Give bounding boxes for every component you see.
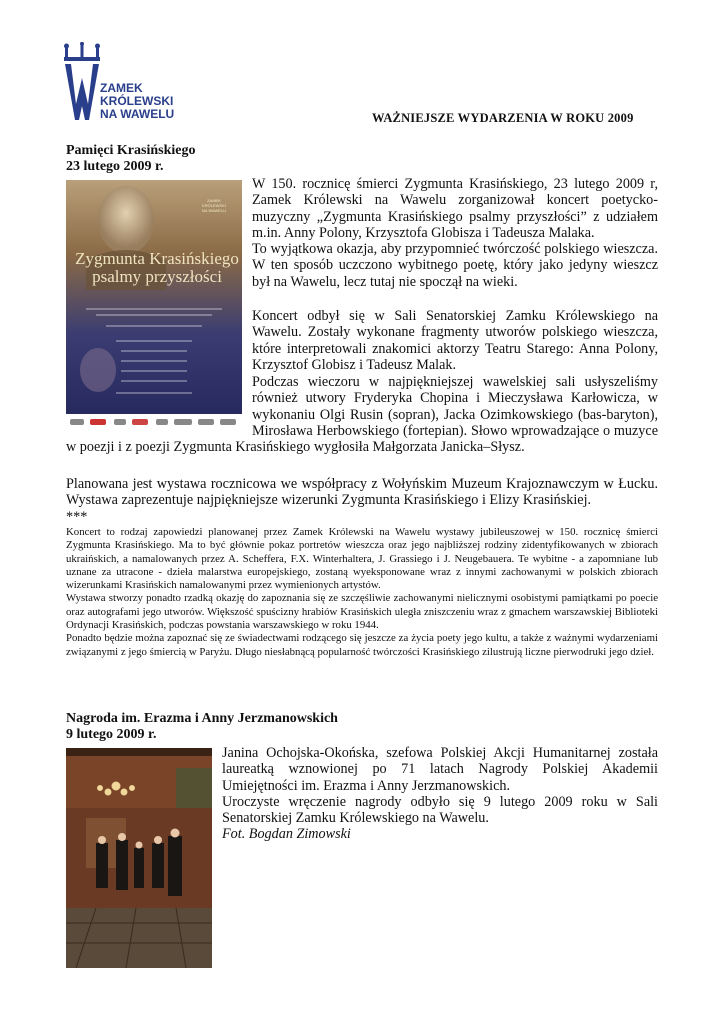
logo-line-3: NA WAWELU — [100, 107, 175, 121]
section1-paragraph-5: Planowana jest wystawa rocznicowa we współpracy z Wołyńskim Muzeum Krajoznawczym w Łucku. Wystawa zaprezentuje najpiękniejsze wizerunki Zygmunta Krasińskiego i Elizy Krasińskiej. — [66, 476, 658, 509]
section1-paragraph-2: To wyjątkowa okazja, aby przypomnieć twórczość polskiego wieszcza. W ten sposób uczczono wybitnego poetę, który jako jedyny wieszcz był na Wawelu, lecz tutaj nie spoczął na wieki. — [252, 241, 658, 290]
small-paragraph-3: Ponadto będzie można zapoznać się ze świadectwami rodzącego się jeszcze za życia poety jego kultu, a także z ważnymi wydarzeniami związanymi z jego śmiercią w Paryżu. Długo niesłabnącą popularność twórczości Krasińskiego zilustrują liczne pierwodruki jego dzieł. — [66, 632, 658, 658]
small-paragraph-2: Wystawa stworzy ponadto rzadką okazję do zapoznania się ze szczęśliwie zachowanymi nielicznymi osobistymi pamiątkami po poecie oraz autografami jego utworów. Większość spuścizny hrabiów Krasińskich uległa zniszczeniu wraz z gmachem warszawskiej Biblioteki Ordynacji Krasińskich, podczas powstania warszawskiego w roku 1944. — [66, 592, 658, 632]
section2-title: Nagroda im. Erazma i Anny Jerzmanowskich — [66, 711, 338, 726]
separator: *** — [66, 508, 88, 525]
award-ceremony-photo — [66, 748, 212, 968]
section1-text-right — [252, 176, 658, 290]
section2-paragraph-2: Uroczyste wręczenie nagrody odbyło się 9 lutego 2009 roku w Sali Senatorskiej Zamku Królewskiego na Wawelu. — [222, 793, 658, 827]
crown-w-icon — [62, 42, 102, 122]
section1-exhibition — [66, 476, 658, 525]
section2-paragraph-1: Janina Ochojska-Okońska, szefowa Polskiej Akcji Humanitarnej została laureatką wznowionej po 71 latach Nagrody Polskiej Akademii Umiejętności im. Erazma i Anny Jerzmanowskich. — [222, 745, 658, 794]
section1-paragraph-4-wrap — [66, 374, 658, 455]
logo-line-1: ZAMEK — [100, 81, 143, 95]
section1-small-text — [66, 526, 658, 659]
section2-date: 9 lutego 2009 r. — [66, 727, 157, 742]
photo-credit: Fot. Bogdan Zimowski — [222, 826, 351, 843]
svg-text:KRÓLEWSKI: KRÓLEWSKI — [202, 203, 226, 208]
section1-date: 23 lutego 2009 r. — [66, 159, 164, 174]
svg-text:ZAMEK: ZAMEK — [207, 198, 221, 203]
section1-title: Pamięci Krasińskiego — [66, 143, 196, 158]
section1-paragraph-4: Podczas wieczoru w najpiękniejszej wawelskiej sali usłyszeliśmy również utwory Fryderyka Chopina i Mieczysława Karłowicza, w wykonaniu Olgi Rusin (sopran), Jacka Ozimkowskiego (bas-baryton), Mirosława Herbowskiego (fortepian). Słowo wprowadzające o muzyce w poezji i z poezji Zygmunta Krasińskiego wygłosiła Małgorzata Janicka–Słysz. — [66, 374, 658, 456]
small-paragraph-1: Koncert to rodzaj zapowiedzi planowanej przez Zamek Królewski na Wawelu wystawy jubileuszowej w 150. rocznicę śmierci Zygmunta Krasińskiego. Ma to być głównie pokaz portretów wieszcza oraz jego najbliższej rodziny zidentyfikowanych w zbiorach ukraińskich, a namalowanych przez A. Scheffera, F.X. Winterhaltera, J. Grassiego i J. Neugebauera. Te wybitne - a zapomniane lub uznane za utracone - dzieła malarstwa europejskiego, zostaną wyeksponowane wraz z innymi zachowanymi w polskich zbiorach wizerunkami Krasińskich namalowanymi przez wymienionych artystów. — [66, 526, 658, 592]
section2-text — [222, 745, 658, 843]
poster-title-line-1: Zygmunta Krasińskiego — [75, 249, 239, 268]
page-header: WAŻNIEJSZE WYDARZENIA W ROKU 2009 — [372, 111, 634, 125]
section1-text-right-2 — [252, 308, 658, 373]
section1-paragraph-1: W 150. rocznicę śmierci Zygmunta Krasińskiego, 23 lutego 2009 r, Zamek Królewski na Wawelu zorganizował koncert poetycko-muzyczny „Zygmunta Krasińskiego psalmy przyszłości” z udziałem m.in. Anny Polony, Krzysztofa Globisza i Tadeusza Malaka. — [252, 176, 658, 241]
svg-text:NA WAWELU: NA WAWELU — [201, 208, 227, 213]
logo-line-2: KRÓLEWSKI — [100, 94, 174, 108]
wawel-logo — [62, 42, 182, 124]
poster-title-line-2: psalmy przyszłości — [92, 267, 222, 286]
section1-paragraph-3: Koncert odbył się w Sali Senatorskiej Zamku Królewskiego na Wawelu. Zostały wykonane fragmenty utworów polskiego wieszcza, które interpretowali znakomici aktorzy Teatru Starego: Anna Polony, Krzysztof Globisz i Tadeusz Malak. — [252, 308, 658, 373]
